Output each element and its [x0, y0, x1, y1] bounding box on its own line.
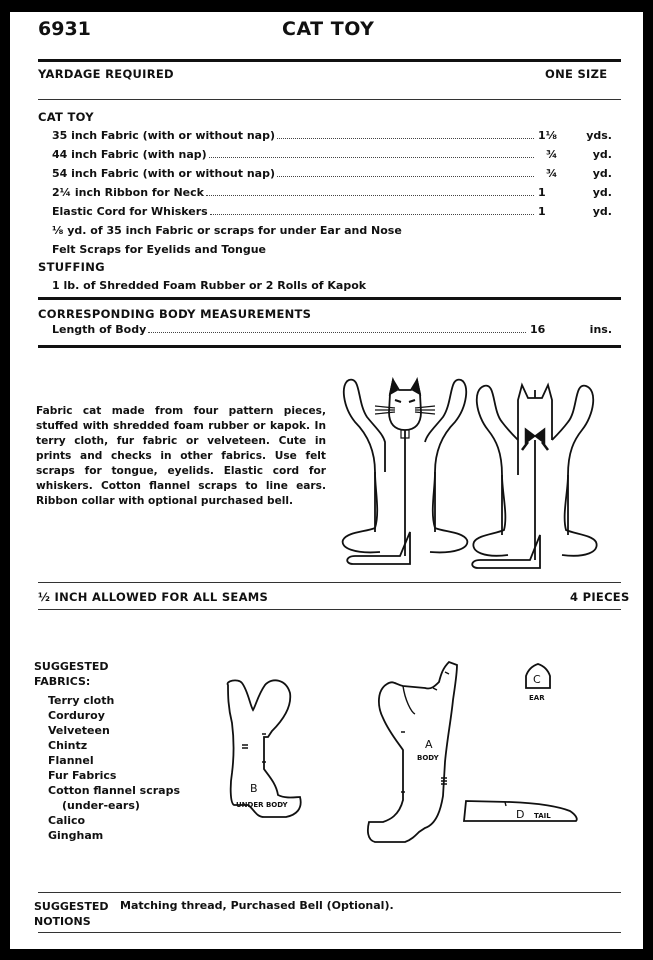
fabric-item: Gingham [48, 829, 104, 842]
yardage-label: 35 inch Fabric (with or without nap) [52, 129, 275, 142]
section-title-cat-toy: CAT TOY [38, 110, 94, 124]
yardage-qty: 1⅛ [538, 129, 558, 142]
pattern-envelope-back [10, 12, 643, 949]
notions-label-line2: NOTIONS [34, 915, 91, 928]
pattern-piece-under-body [220, 677, 315, 827]
fabric-item: Chintz [48, 739, 88, 752]
leader-dots [277, 176, 534, 177]
divider [38, 892, 621, 893]
divider [38, 932, 621, 933]
divider [38, 297, 621, 300]
leader-dots [148, 332, 526, 333]
yardage-row [52, 186, 612, 204]
size-label: ONE SIZE [545, 67, 608, 81]
fabric-item: Fur Fabrics [48, 769, 117, 782]
leader-dots [209, 157, 534, 158]
piece-c-name: EAR [529, 694, 545, 702]
divider [38, 99, 621, 100]
leader-dots [210, 214, 534, 215]
divider [38, 582, 621, 583]
yardage-row [52, 167, 612, 185]
notions-text: Matching thread, Purchased Bell (Optional). [120, 899, 394, 912]
yardage-row [52, 148, 612, 166]
pattern-number: 6931 [38, 18, 91, 40]
yardage-unit: yd. [592, 205, 612, 218]
stuffing-title: STUFFING [38, 260, 105, 274]
cat-front-illustration [335, 372, 475, 572]
divider [38, 345, 621, 348]
suggested-fabrics-title [34, 659, 109, 689]
yardage-unit: yd. [592, 167, 612, 180]
pattern-piece-ear [520, 662, 560, 707]
fabric-item: Calico [48, 814, 86, 827]
yardage-note: ⅛ yd. of 35 inch Fabric or scraps for under Ear and Nose [52, 224, 402, 237]
fabric-item: Velveteen [48, 724, 110, 737]
fabric-item: Terry cloth [48, 694, 115, 707]
yardage-qty: 1 [538, 205, 546, 218]
leader-dots [277, 138, 534, 139]
piece-b-name: UNDER BODY [236, 801, 288, 809]
yardage-unit: yd. [592, 148, 612, 161]
stuffing-text: 1 lb. of Shredded Foam Rubber or 2 Rolls of Kapok [52, 279, 367, 292]
fabric-item: (under-ears) [62, 799, 140, 812]
seam-allowance: ½ INCH ALLOWED FOR ALL SEAMS [38, 590, 269, 604]
yardage-qty: ¾ [546, 167, 558, 180]
fabrics-title-line2: FABRICS: [34, 675, 91, 688]
divider [38, 59, 621, 62]
piece-c-letter: C [533, 673, 541, 686]
yardage-row [52, 129, 612, 147]
pattern-piece-body [365, 660, 465, 845]
piece-count: 4 PIECES [570, 590, 630, 604]
fabrics-title-line1: SUGGESTED [34, 660, 109, 673]
yardage-label: 44 inch Fabric (with nap) [52, 148, 207, 161]
measurements-heading: CORRESPONDING BODY MEASUREMENTS [38, 307, 312, 321]
fabric-item: Corduroy [48, 709, 105, 722]
yardage-row [52, 205, 612, 223]
yardage-label: 54 inch Fabric (with or without nap) [52, 167, 275, 180]
yardage-qty: ¾ [546, 148, 558, 161]
measurement-unit: ins. [589, 323, 612, 336]
yardage-heading: YARDAGE REQUIRED [38, 67, 174, 81]
fabric-list [48, 693, 180, 843]
yardage-qty: 1 [538, 186, 546, 199]
yardage-unit: yds. [586, 129, 612, 142]
pattern-description: Fabric cat made from four pattern pieces, stuffed with shredded foam rubber or kapok. In terry cloth, fur fabric or velveteen. Cute in prints and checks in other fabrics. Use felt scraps for tongue, eyelids. Elastic cord for whiskers. Cotton flannel scraps to line ears. Ribbon collar with optional purchased bell. [36, 405, 326, 507]
piece-a-name: BODY [417, 754, 439, 762]
fabric-item: Flannel [48, 754, 94, 767]
measurement-qty: 16 [530, 323, 546, 336]
yardage-unit: yd. [592, 186, 612, 199]
piece-a-letter: A [425, 738, 433, 751]
notions-label-line1: SUGGESTED [34, 900, 109, 913]
piece-d-letter: D [516, 808, 525, 821]
yardage-label: 2¼ inch Ribbon for Neck [52, 186, 204, 199]
pattern-piece-tail [460, 797, 585, 827]
cat-back-illustration [460, 380, 610, 575]
pattern-title: CAT TOY [282, 18, 375, 40]
measurement-label: Length of Body [52, 323, 147, 336]
leader-dots [206, 195, 534, 196]
measurement-row [52, 323, 612, 341]
yardage-label: Elastic Cord for Whiskers [52, 205, 208, 218]
piece-b-letter: B [250, 782, 258, 795]
divider [38, 609, 621, 610]
suggested-notions-label [34, 899, 109, 929]
yardage-note: Felt Scraps for Eyelids and Tongue [52, 243, 267, 256]
fabric-item: Cotton flannel scraps [48, 784, 180, 797]
piece-d-name: TAIL [534, 812, 551, 820]
